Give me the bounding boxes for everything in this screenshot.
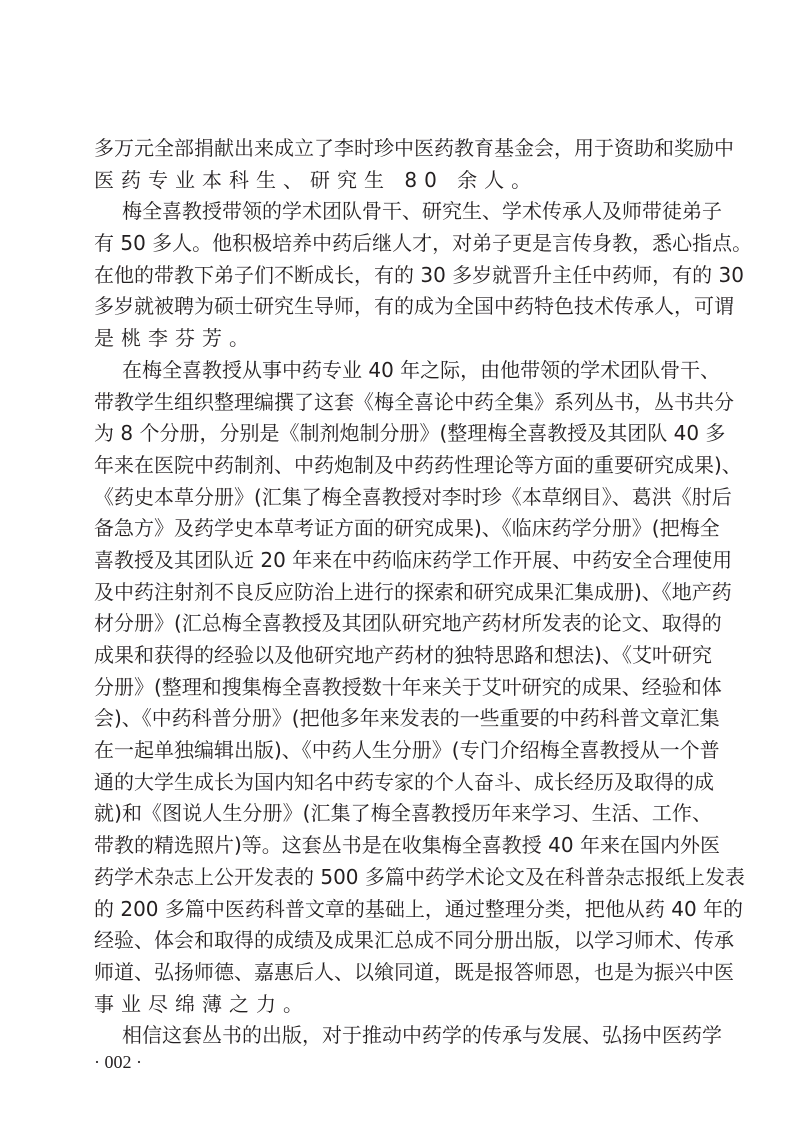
text-line: 及中药注射剂不良反应防治上进行的探索和研究成果汇集成册)、《地产药 <box>94 579 732 604</box>
text-line: 医药专业本科生、研究生 80 余人。 <box>94 167 539 192</box>
text-line: 相信这套丛书的出版，对于推动中药学的传承与发展、弘扬中医药学 <box>122 1023 722 1048</box>
text-line: 备急方》及药学史本草考证方面的研究成果)、《临床药学分册》(把梅全 <box>94 516 720 541</box>
text-line: 带教学生组织整理编撰了这套《梅全喜论中药全集》系列丛书，丛书共分 <box>94 389 734 414</box>
text-line: 喜教授及其团队近 20 年来在中药临床药学工作开展、中药安全合理使用 <box>94 547 733 572</box>
page-number: · 002 · <box>94 1052 142 1072</box>
text-line: 材分册》(汇总梅全喜教授及其团队研究地产药材所发表的论文、取得的 <box>94 611 722 636</box>
text-line: 事业尽绵薄之力。 <box>94 991 310 1016</box>
text-line: 经验、体会和取得的成绩及成果汇总成不同分册出版，以学习师术、传承 <box>94 928 734 953</box>
text-line: 带教的精选照片)等。这套丛书是在收集梅全喜教授 40 年来在国内外医 <box>94 833 720 858</box>
text-line: 为 8 个分册，分别是《制剂炮制分册》(整理梅全喜教授及其团队 40 多 <box>94 421 726 446</box>
text-line: 会)、《中药科普分册》(把他多年来发表的一些重要的中药科普文章汇集 <box>94 706 720 731</box>
text-line: 是桃李芬芳。 <box>94 326 256 351</box>
text-line: 成果和获得的经验以及他研究地产药材的独特思路和想法)、《艾叶研究 <box>94 643 712 667</box>
text-line: 年来在医院中药制剂、中药炮制及中药药性理论等方面的重要研究成果)、 <box>94 452 742 477</box>
text-line: 药学术杂志上公开发表的 500 多篇中药学术论文及在科普杂志报纸上发表 <box>94 864 745 889</box>
body-text <box>94 133 753 1052</box>
text-line: 多岁就被聘为硕士研究生导师，有的成为全国中药特色技术传承人，可谓 <box>94 294 734 319</box>
text-line: 就)和《图说人生分册》(汇集了梅全喜教授历年来学习、生活、工作、 <box>94 801 712 826</box>
text-line: 的 200 多篇中医药科普文章的基础上，通过整理分类，把他从药 40 年的 <box>94 896 744 921</box>
text-line: 在梅全喜教授从事中药专业 40 年之际，由他带领的学术团队骨干、 <box>122 357 721 382</box>
text-line: 多万元全部捐献出来成立了李时珍中医药教育基金会，用于资助和奖励中 <box>94 136 734 160</box>
text-line: 在一起单独编辑出版)、《中药人生分册》(专门介绍梅全喜教授从一个普 <box>94 738 720 763</box>
text-line: 梅全喜教授带领的学术团队骨干、研究生、学术传承人及师带徒弟子 <box>122 199 722 224</box>
text-line: 通的大学生成长为国内知名中药专家的个人奋斗、成长经历及取得的成 <box>94 769 714 794</box>
text-line: 在他的带教下弟子们不断成长，有的 30 多岁就晋升主任中药师，有的 30 <box>94 262 744 287</box>
text-line: 有 50 多人。他积极培养中药后继人才，对弟子更是言传身教，悉心指点。 <box>94 231 753 256</box>
text-line: 师道、弘扬师德、嘉惠后人、以飨同道，既是报答师恩，也是为振兴中医 <box>94 959 734 984</box>
text-line: 《药史本草分册》(汇集了梅全喜教授对李时珍《本草纲目》、葛洪《肘后 <box>94 484 732 509</box>
text-line: 分册》(整理和搜集梅全喜教授数十年来关于艾叶研究的成果、经验和体 <box>94 674 722 699</box>
